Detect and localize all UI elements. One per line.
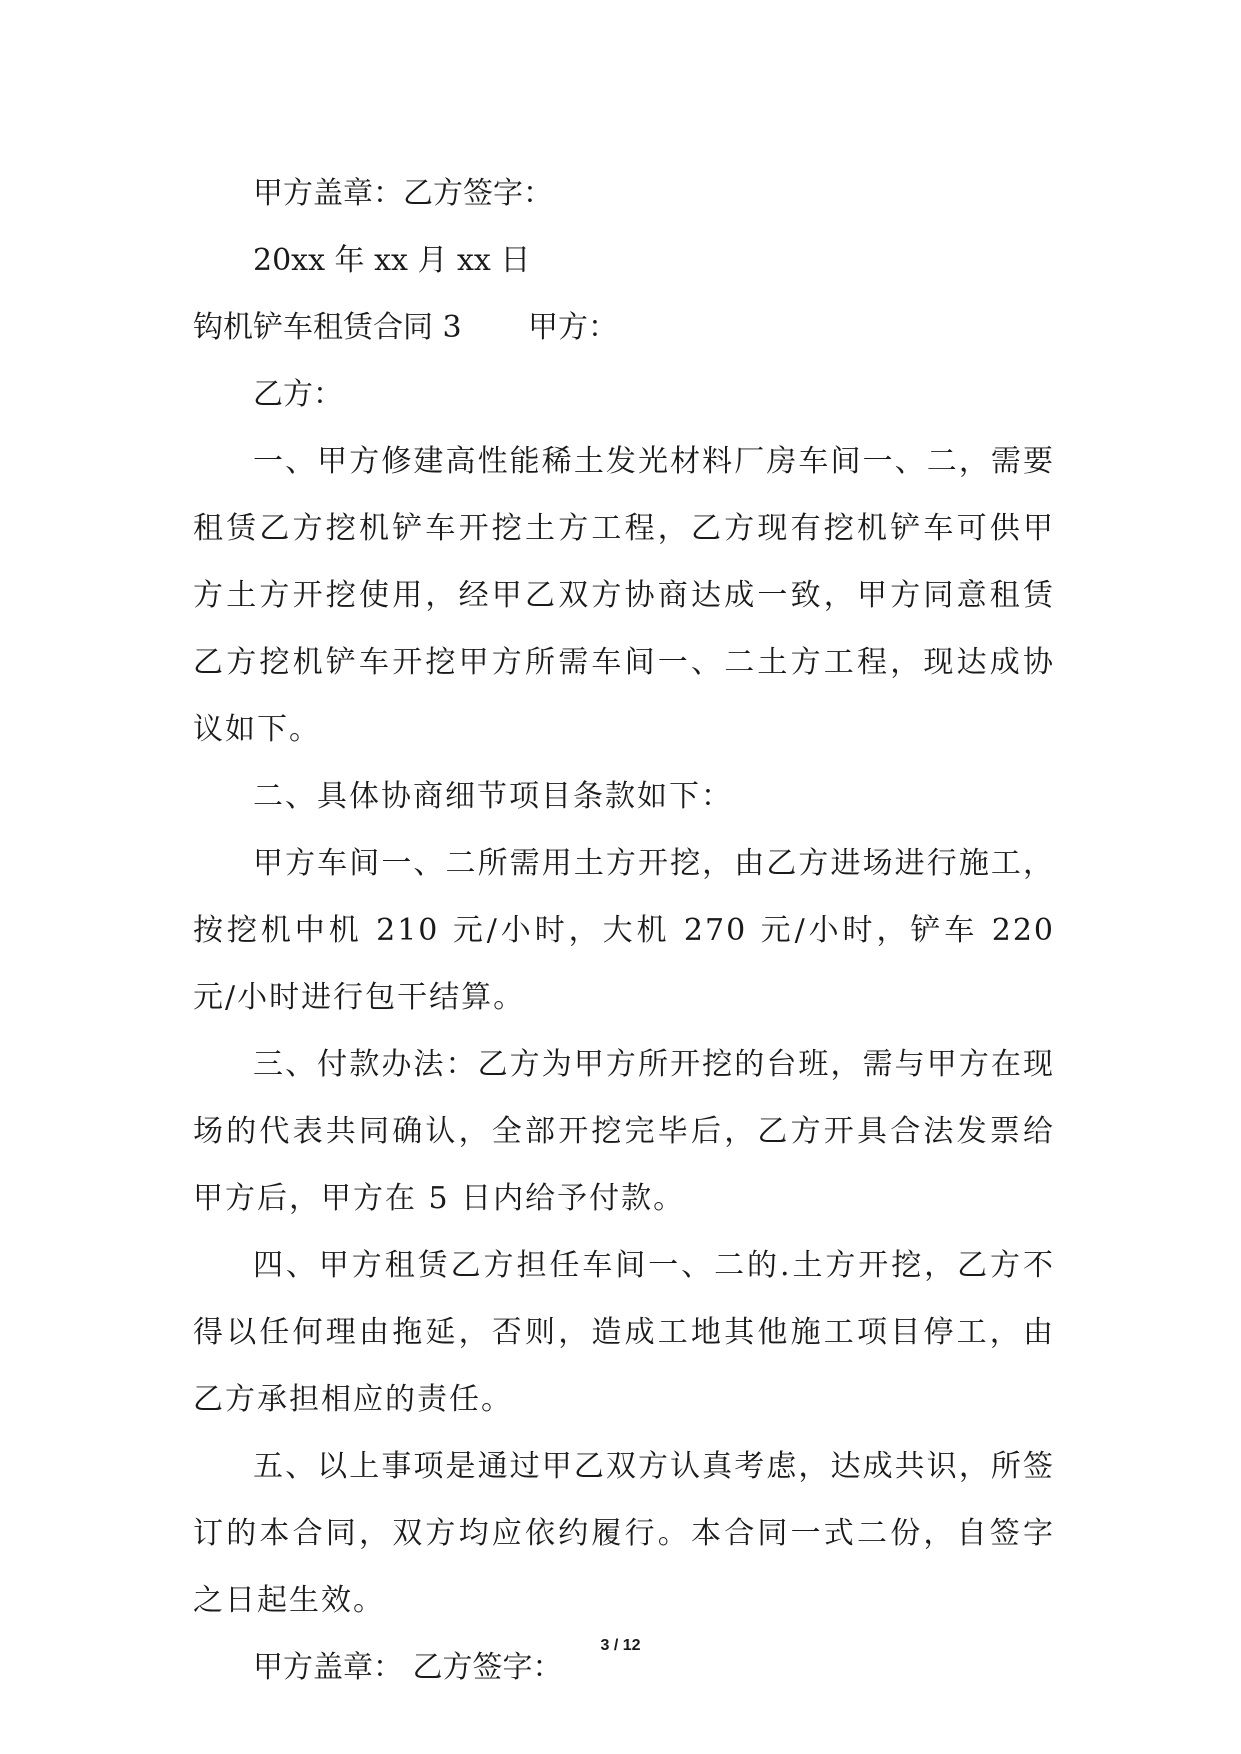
- top-date-line: 20xx 年 xx 月 xx 日: [253, 243, 531, 278]
- contract-title: 钩机铲车租赁合同 3: [193, 310, 462, 345]
- party-b-label: 乙方：: [253, 377, 343, 412]
- bottom-signature-line: 甲方盖章： 乙方签字：: [253, 1650, 563, 1685]
- top-signature-line: 甲方盖章：乙方签字：: [253, 176, 553, 211]
- clause-4-paragraph: 四、甲方租赁乙方担任车间一、二的.土方开挖，乙方不得以任何理由拖延，否则，造成工地其他施工项目停工，由乙方承担相应的责任。: [193, 1248, 1055, 1417]
- page-number: 3 / 12: [600, 1637, 641, 1654]
- pricing-paragraph: 甲方车间一、二所需用土方开挖，由乙方进场进行施工，按挖机中机 210 元/小时，大机 270 元/小时，铲车 220 元/小时进行包干结算。: [193, 846, 1055, 1015]
- clause-2-heading: 二、具体协商细节项目条款如下：: [253, 779, 733, 814]
- clause-1-paragraph: 一、甲方修建高性能稀土发光材料厂房车间一、二，需要租赁乙方挖机铲车开挖土方工程，乙方现有挖机铲车可供甲方土方开挖使用，经甲乙双方协商达成一致，甲方同意租赁乙方挖机铲车开挖甲方所需车间一、二土方工程，现达成协议如下。: [193, 444, 1055, 747]
- contract-title-row: [193, 294, 1055, 361]
- document-body: [193, 160, 1055, 1701]
- party-a-label: 甲方：: [528, 310, 618, 345]
- clause-3-paragraph: 三、付款办法：乙方为甲方所开挖的台班，需与甲方在现场的代表共同确认，全部开挖完毕后，乙方开具合法发票给甲方后，甲方在 5 日内给予付款。: [193, 1047, 1055, 1216]
- clause-5-paragraph: 五、以上事项是通过甲乙双方认真考虑，达成共识，所签订的本合同，双方均应依约履行。本合同一式二份，自签字之日起生效。: [193, 1449, 1055, 1618]
